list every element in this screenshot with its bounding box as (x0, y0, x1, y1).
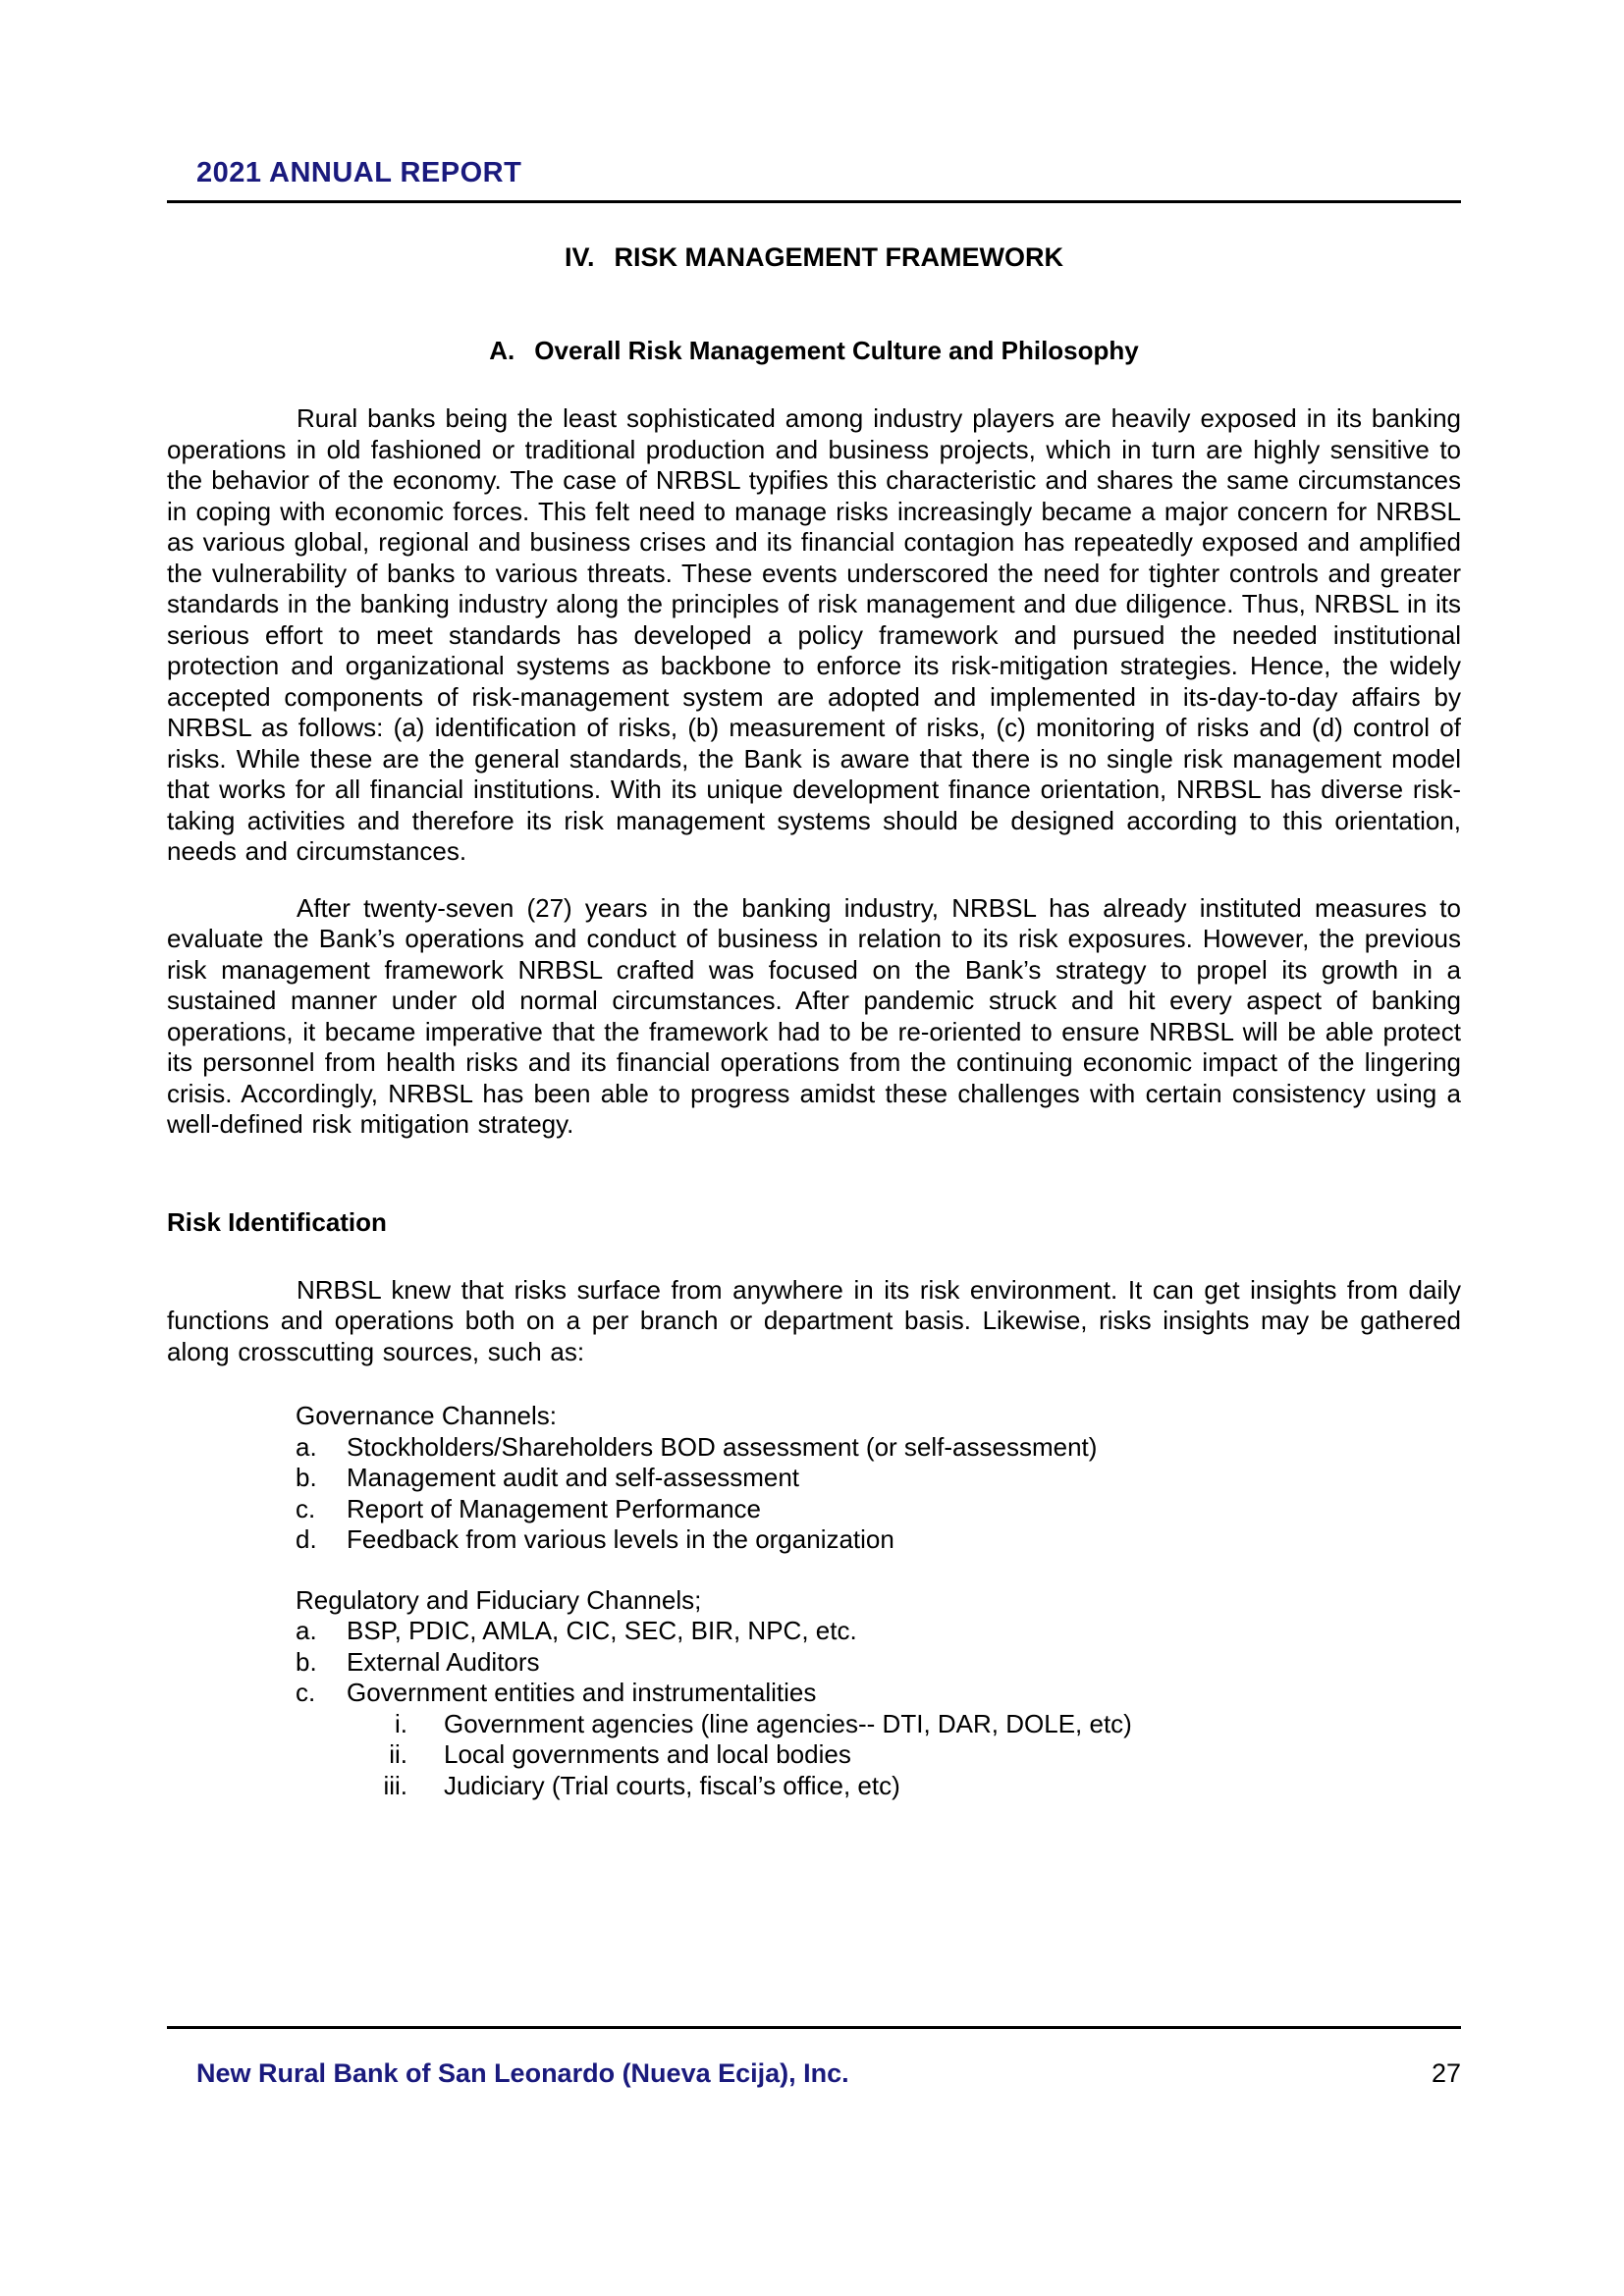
list-item (296, 1678, 1461, 1709)
paragraph-overview-1: Rural banks being the least sophisticated among industry players are heavily exposed in its banking operations in old fashioned or traditional production and business projects, which in turn are highly sensitive to the behavior of the economy. The case of NRBSL typifies this characteristic and shares the same circumstances in coping with economic forces. This felt need to manage risks increasingly became a major concern for NRBSL as various global, regional and business crises and its financial contagion has repeatedly exposed and amplified the vulnerability of banks to various threats. These events underscored the need for tighter controls and greater standards in the banking industry along the principles of risk management and due diligence. Thus, NRBSL in its serious effort to meet standards has developed a policy framework and pursued the needed institutional protection and organizational systems as backbone to enforce its risk-mitigation strategies. Hence, the widely accepted components of risk-management system are adopted and implemented in its-day-to-day affairs by NRBSL as follows: (a) identification of risks, (b) measurement of risks, (c) monitoring of risks and (d) control of risks. While these are the general standards, the Bank is aware that there is no single risk management model that works for all financial institutions. With its unique development finance orientation, NRBSL has diverse risk-taking activities and therefore its risk management systems should be designed according to this orientation, needs and circumstances. (167, 403, 1461, 866)
list-item-marker: a. (296, 1431, 317, 1462)
list-item-text: Report of Management Performance (347, 1493, 761, 1523)
page-content (167, 157, 1461, 1801)
risk-identification-heading: Risk Identification (167, 1206, 387, 1237)
list-item-text: BSP, PDIC, AMLA, CIC, SEC, BIR, NPC, etc. (347, 1616, 857, 1645)
list-item (378, 1739, 1461, 1771)
list-item (378, 1709, 1461, 1740)
list-item-marker: c. (296, 1493, 316, 1523)
header-divider (167, 200, 1461, 203)
list-item (296, 1463, 1461, 1494)
list-item-text: Feedback from various levels in the organization (347, 1524, 894, 1554)
list-item (296, 1432, 1461, 1464)
list-item-marker: d. (296, 1524, 317, 1554)
risk-identification-intro: NRBSL knew that risks surface from anywhere in its risk environment. It can get insights from daily functions and operations both on a per branch or department basis. Likewise, risks insights may be gathered along crosscutting sources, such as: (167, 1274, 1461, 1366)
regulatory-channels-list (167, 1585, 1461, 1802)
governance-channels-list (167, 1401, 1461, 1556)
list-item-text: Judiciary (Trial courts, fiscal’s office, etc) (444, 1770, 900, 1800)
paragraph-overview-2: After twenty-seven (27) years in the banking industry, NRBSL has already instituted measures to evaluate the Bank’s operations and conduct of business in relation to its risk exposures. However, the previous risk management framework NRBSL crafted was focused on the Bank’s strategy to propel its growth in a sustained manner under old normal circumstances. After pandemic struck and hit every aspect of banking operations, it became imperative that the framework had to be re-oriented to ensure NRBSL will be able protect its personnel from health risks and its financial operations from the continuing economic impact of the lingering crisis. Accordingly, NRBSL has been able to progress amidst these challenges with certain consistency using a well-defined risk mitigation strategy. (167, 892, 1461, 1139)
section-a-letter: A. (489, 336, 515, 365)
list-item (378, 1771, 1461, 1802)
list-item (296, 1494, 1461, 1525)
list-item (296, 1616, 1461, 1647)
footer-page-number: 27 (1431, 2058, 1461, 2088)
section-a-title (167, 336, 1461, 366)
main-title-number: IV. (564, 242, 595, 272)
list-item (296, 1524, 1461, 1556)
government-entities-sublist (296, 1709, 1461, 1802)
list-item-text: Government agencies (line agencies-- DTI, DAR, DOLE, etc) (444, 1708, 1132, 1738)
regulatory-channels-title: Regulatory and Fiduciary Channels; (296, 1584, 702, 1615)
list-item-marker: b. (296, 1463, 317, 1492)
list-item-marker: b. (296, 1646, 317, 1677)
list-item-marker: c. (296, 1678, 316, 1707)
list-item-text: Local governments and local bodies (444, 1739, 851, 1769)
list-item-marker: a. (296, 1616, 317, 1645)
list-item-marker: iii. (383, 1770, 407, 1800)
list-item-text: External Auditors (347, 1646, 540, 1677)
list-item-text: Government entities and instrumentalities (347, 1678, 817, 1707)
footer-row (167, 2058, 1461, 2089)
section-a-text: Overall Risk Management Culture and Philosophy (534, 336, 1139, 365)
list-item-text: Management audit and self-assessment (347, 1463, 800, 1492)
list-item-marker: ii. (389, 1739, 407, 1769)
governance-channels-title: Governance Channels: (296, 1401, 557, 1430)
footer-divider (167, 2026, 1461, 2029)
list-item-text: Stockholders/Shareholders BOD assessment (or self-assessment) (347, 1431, 1098, 1462)
report-header-title: 2021 ANNUAL REPORT (196, 157, 522, 188)
list-item (296, 1647, 1461, 1679)
page-footer (167, 2026, 1461, 2089)
list-item-marker: i. (395, 1708, 407, 1738)
main-title (167, 242, 1461, 273)
footer-company-name: New Rural Bank of San Leonardo (Nueva Ecija), Inc. (196, 2058, 849, 2088)
main-title-text: RISK MANAGEMENT FRAMEWORK (614, 242, 1064, 272)
